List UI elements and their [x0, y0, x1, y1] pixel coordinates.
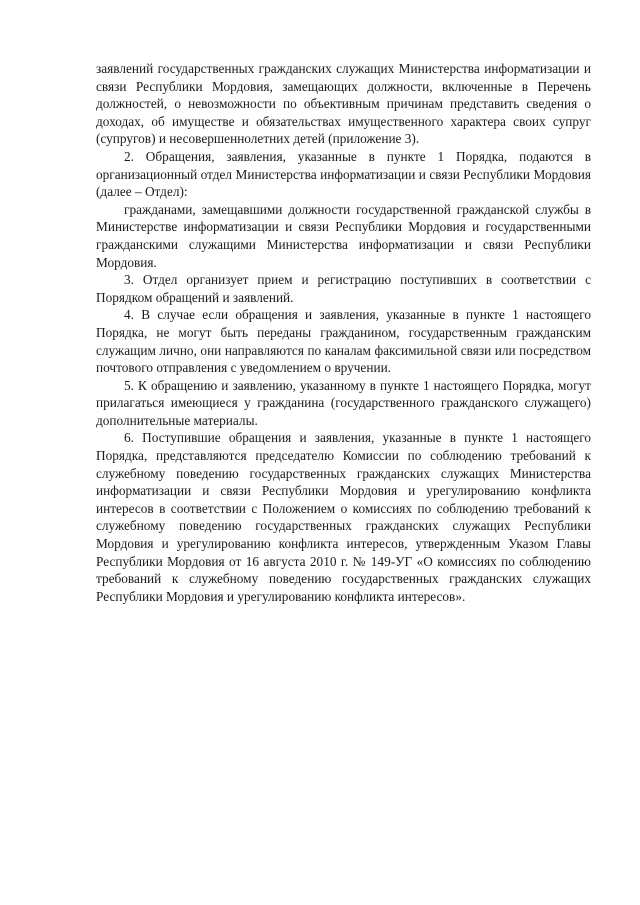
paragraph-item-3: 3. Отдел организует прием и регистрацию поступивших в соответствии с Порядком обращений и заявлений. [96, 272, 591, 305]
paragraph-item-6: 6. Поступившие обращения и заявления, указанные в пункте 1 настоящего Порядка, представляются председателю Комиссии по соблюдению требований к служебному поведению государственных гражданских служащих Министерства информатизации и связи Республики Мордовия и урегулированию конфликта интересов в соответствии с Положением о комиссиях по соблюдению требований к служебному поведению государственных гражданских служащих Республики Мордовия и урегулированию конфликта интересов, утвержденным Указом Главы Республики Мордовия от 16 августа 2010 г. № 149-УГ «О комиссиях по соблюдению требований к служебному поведению государственных гражданских служащих Республики Мордовия и урегулированию конфликта интересов». [96, 430, 591, 604]
paragraph-item-5: 5. К обращению и заявлению, указанному в пункте 1 настоящего Порядка, могут прилагаться имеющиеся у гражданина (государственного гражданского служащего) дополнительные материалы. [96, 377, 591, 428]
paragraph-item-2-sub: гражданами, замещавшими должности государственной гражданской службы в Министерстве информатизации и связи Республики Мордовия и государственными гражданскими служащими Министерства информатизации и связи Республики Мордовия. [96, 201, 591, 270]
paragraph-item-4: 4. В случае если обращения и заявления, указанные в пункте 1 настоящего Порядка, не могут быть переданы гражданином, государственным гражданским служащим лично, они направляются по каналам факсимильной связи или посредством почтового отправления с уведомлением о вручении. [96, 307, 591, 376]
paragraph-item-2: 2. Обращения, заявления, указанные в пункте 1 Порядка, подаются в организационный отдел Министерства информатизации и связи Республики Мордовия (далее – Отдел): [96, 148, 591, 200]
paragraph-continuation: заявлений государственных гражданских служащих Министерства информатизации и связи Республики Мордовия, замещающих должности, включенные в Перечень должностей, о невозможности по объективным причинам представить сведения о доходах, об имуществе и обязательствах имущественного характера своих супруг (супругов) и несовершеннолетних детей (приложение 3). [96, 61, 591, 147]
document-page [96, 60, 591, 605]
